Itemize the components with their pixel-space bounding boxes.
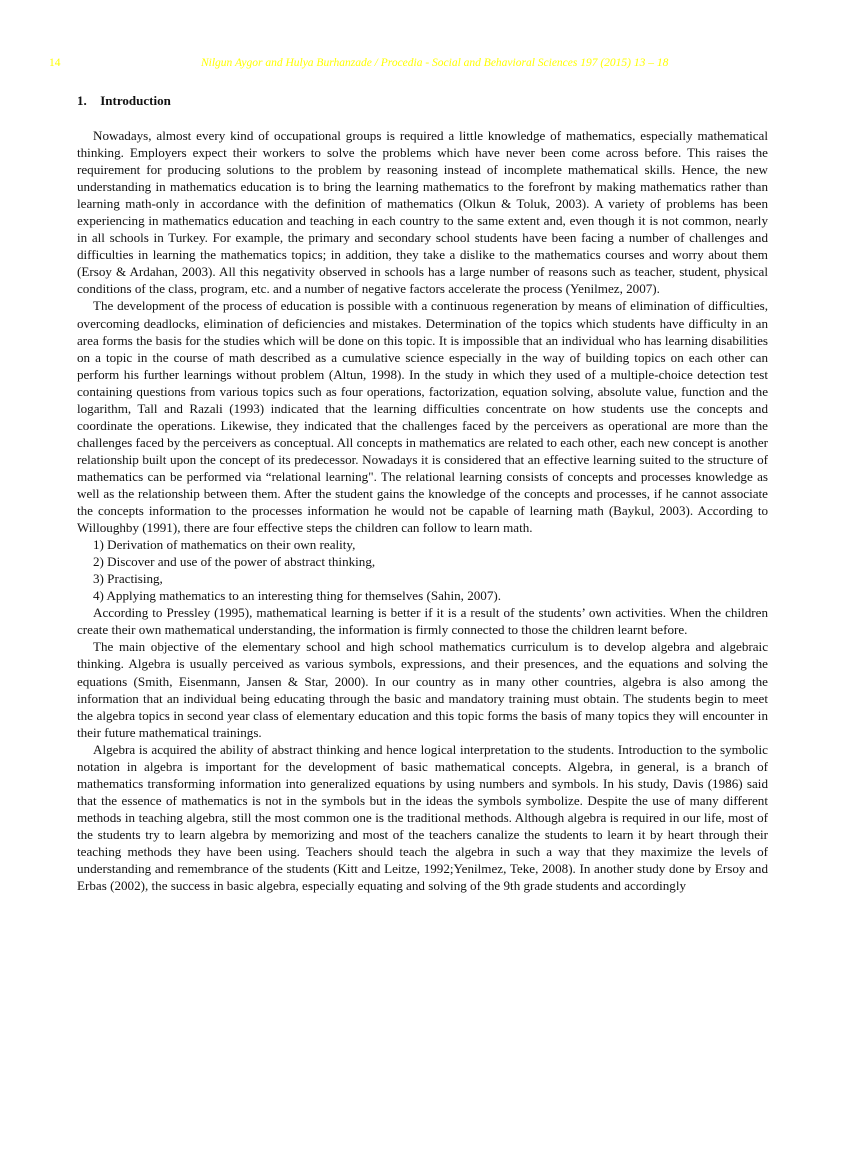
journal-citation: Nilgun Aygor and Hulya Burhanzade / Procedia - Social and Behavioral Sciences 197 (2015) 13 – 18 bbox=[201, 57, 669, 69]
paragraph: Algebra is acquired the ability of abstract thinking and hence logical interpretation to the students. Introduction to the symbolic notation in algebra is important for the development of basic mathematical concepts. Algebra, in general, is a branch of mathematics transforming information into generalized equations by using numbers and symbols. In his study, Davis (1986) said that the essence of mathematics is not in the symbols but in the ideas the symbols symbolize. Despite the use of many different methods in teaching algebra, still the most common one is the traditional methods. Although algebra is required in our life, most of the students try to learn algebra by memorizing and most of the teachers canalize the students to learn it by heart through their teaching methods they have been using. Teachers should teach the algebra in such a way that they maximize the levels of understanding and remembrance of the students (Kitt and Leitze, 1992;Yenilmez, Teke, 2008). In another study done by Ersoy and Erbas (2002), the success in basic algebra, especially equating and solving of the 9th grade students and accordingly bbox=[77, 741, 768, 894]
section-number: 1. bbox=[77, 93, 87, 108]
page-number: 14 bbox=[49, 57, 61, 69]
section-title: Introduction bbox=[100, 93, 171, 108]
list-item-step-2: 2) Discover and use of the power of abstract thinking, bbox=[93, 554, 376, 570]
paragraph: The main objective of the elementary school and high school mathematics curriculum is to develop algebra and algebraic thinking. Algebra is usually perceived as various symbols, expressions, and their presences, and the equations and solving the equations (Smith, Eisenmann, Jansen & Star, 2000). In our country as in many other countries, algebra is also among the information that an individual being educating through the basic and mandatory training must obtain. The students begin to meet the algebra topics in second year class of elementary education and this topic forms the basis of many topics they will encounter in their future mathematical trainings. bbox=[77, 639, 768, 740]
section-heading bbox=[77, 93, 171, 109]
list-item-step-3: 3) Practising, bbox=[93, 571, 163, 587]
list-item-step-1: 1) Derivation of mathematics on their own reality, bbox=[93, 537, 356, 553]
running-header bbox=[0, 57, 846, 73]
paragraph: According to Pressley (1995), mathematical learning is better if it is a result of the students’ own activities. When the children create their own mathematical understanding, the information is firmly connected to those the children learnt before. bbox=[77, 605, 768, 638]
paragraph: Nowadays, almost every kind of occupational groups is required a little knowledge of mathematics, especially mathematical thinking. Employers expect their workers to solve the problems which have never been come across before. This raises the requirement for producing solutions to the problem by reasoning instead of incomplete mathematical skills. Hence, the new understanding in mathematics education is to bring the learning mathematics to the forefront by making mathematics rather than learning math-only in accordance with the definition of mathematics (Olkun & Toluk, 2003). A variety of problems has been experiencing in mathematics education and teaching in each country to the same extent and, even though it is not common, nearly in all schools in Turkey. For example, the primary and secondary school students have been facing a number of challenges and difficulties in learning the mathematics topics; in addition, they take a dislike to the mathematics courses and worry about them (Ersoy & Ardahan, 2003). All this negativity observed in schools has a large number of reasons such as teacher, student, physical conditions of the class, program, etc. and a number of negative factors accelerate the process (Yenilmez, 2007). bbox=[77, 128, 768, 297]
article-body bbox=[77, 127, 768, 894]
list-item-step-4: 4) Applying mathematics to an interesting thing for themselves (Sahin, 2007). bbox=[93, 588, 502, 604]
paragraph: The development of the process of education is possible with a continuous regeneration by means of elimination of difficulties, overcoming deadlocks, elimination of deficiencies and mistakes. Determination of the topics which students have difficulty in an area forms the basis for the studies which will be done on this topic. It is impossible that an individual who has learning disabilities on a topic in the course of math described as a cumulative science especially in the way of building topics on each other can perform his further learnings without problem (Altun, 1998). In the study in which they used of a multiple-choice detection test containing questions from various topics such as four operations, factorization, equation solving, absolute value, function and the logarithm, Tall and Razali (1993) indicated that the learning difficulties concentrate on how students use the concepts and coordinate the operations. Likewise, they indicated that the challenges faced by the perceivers as operational are more than the challenges faced by the perceivers as conceptual. All concepts in mathematics are related to each other, each new concept is another relationship built upon the concept of its predecessor. Nowadays it is considered that an effective learning suited to the structure of mathematics can be performed via “relational learning". The relational learning consists of concepts and processes knowledge as well as the relationship between them. After the student gains the knowledge of the concepts and processes, if he cannot associate the concepts information to the processes information he would not be capable of learning math (Baykul, 2003). According to Willoughby (1991), there are four effective steps the children can follow to learn math. bbox=[77, 298, 768, 536]
